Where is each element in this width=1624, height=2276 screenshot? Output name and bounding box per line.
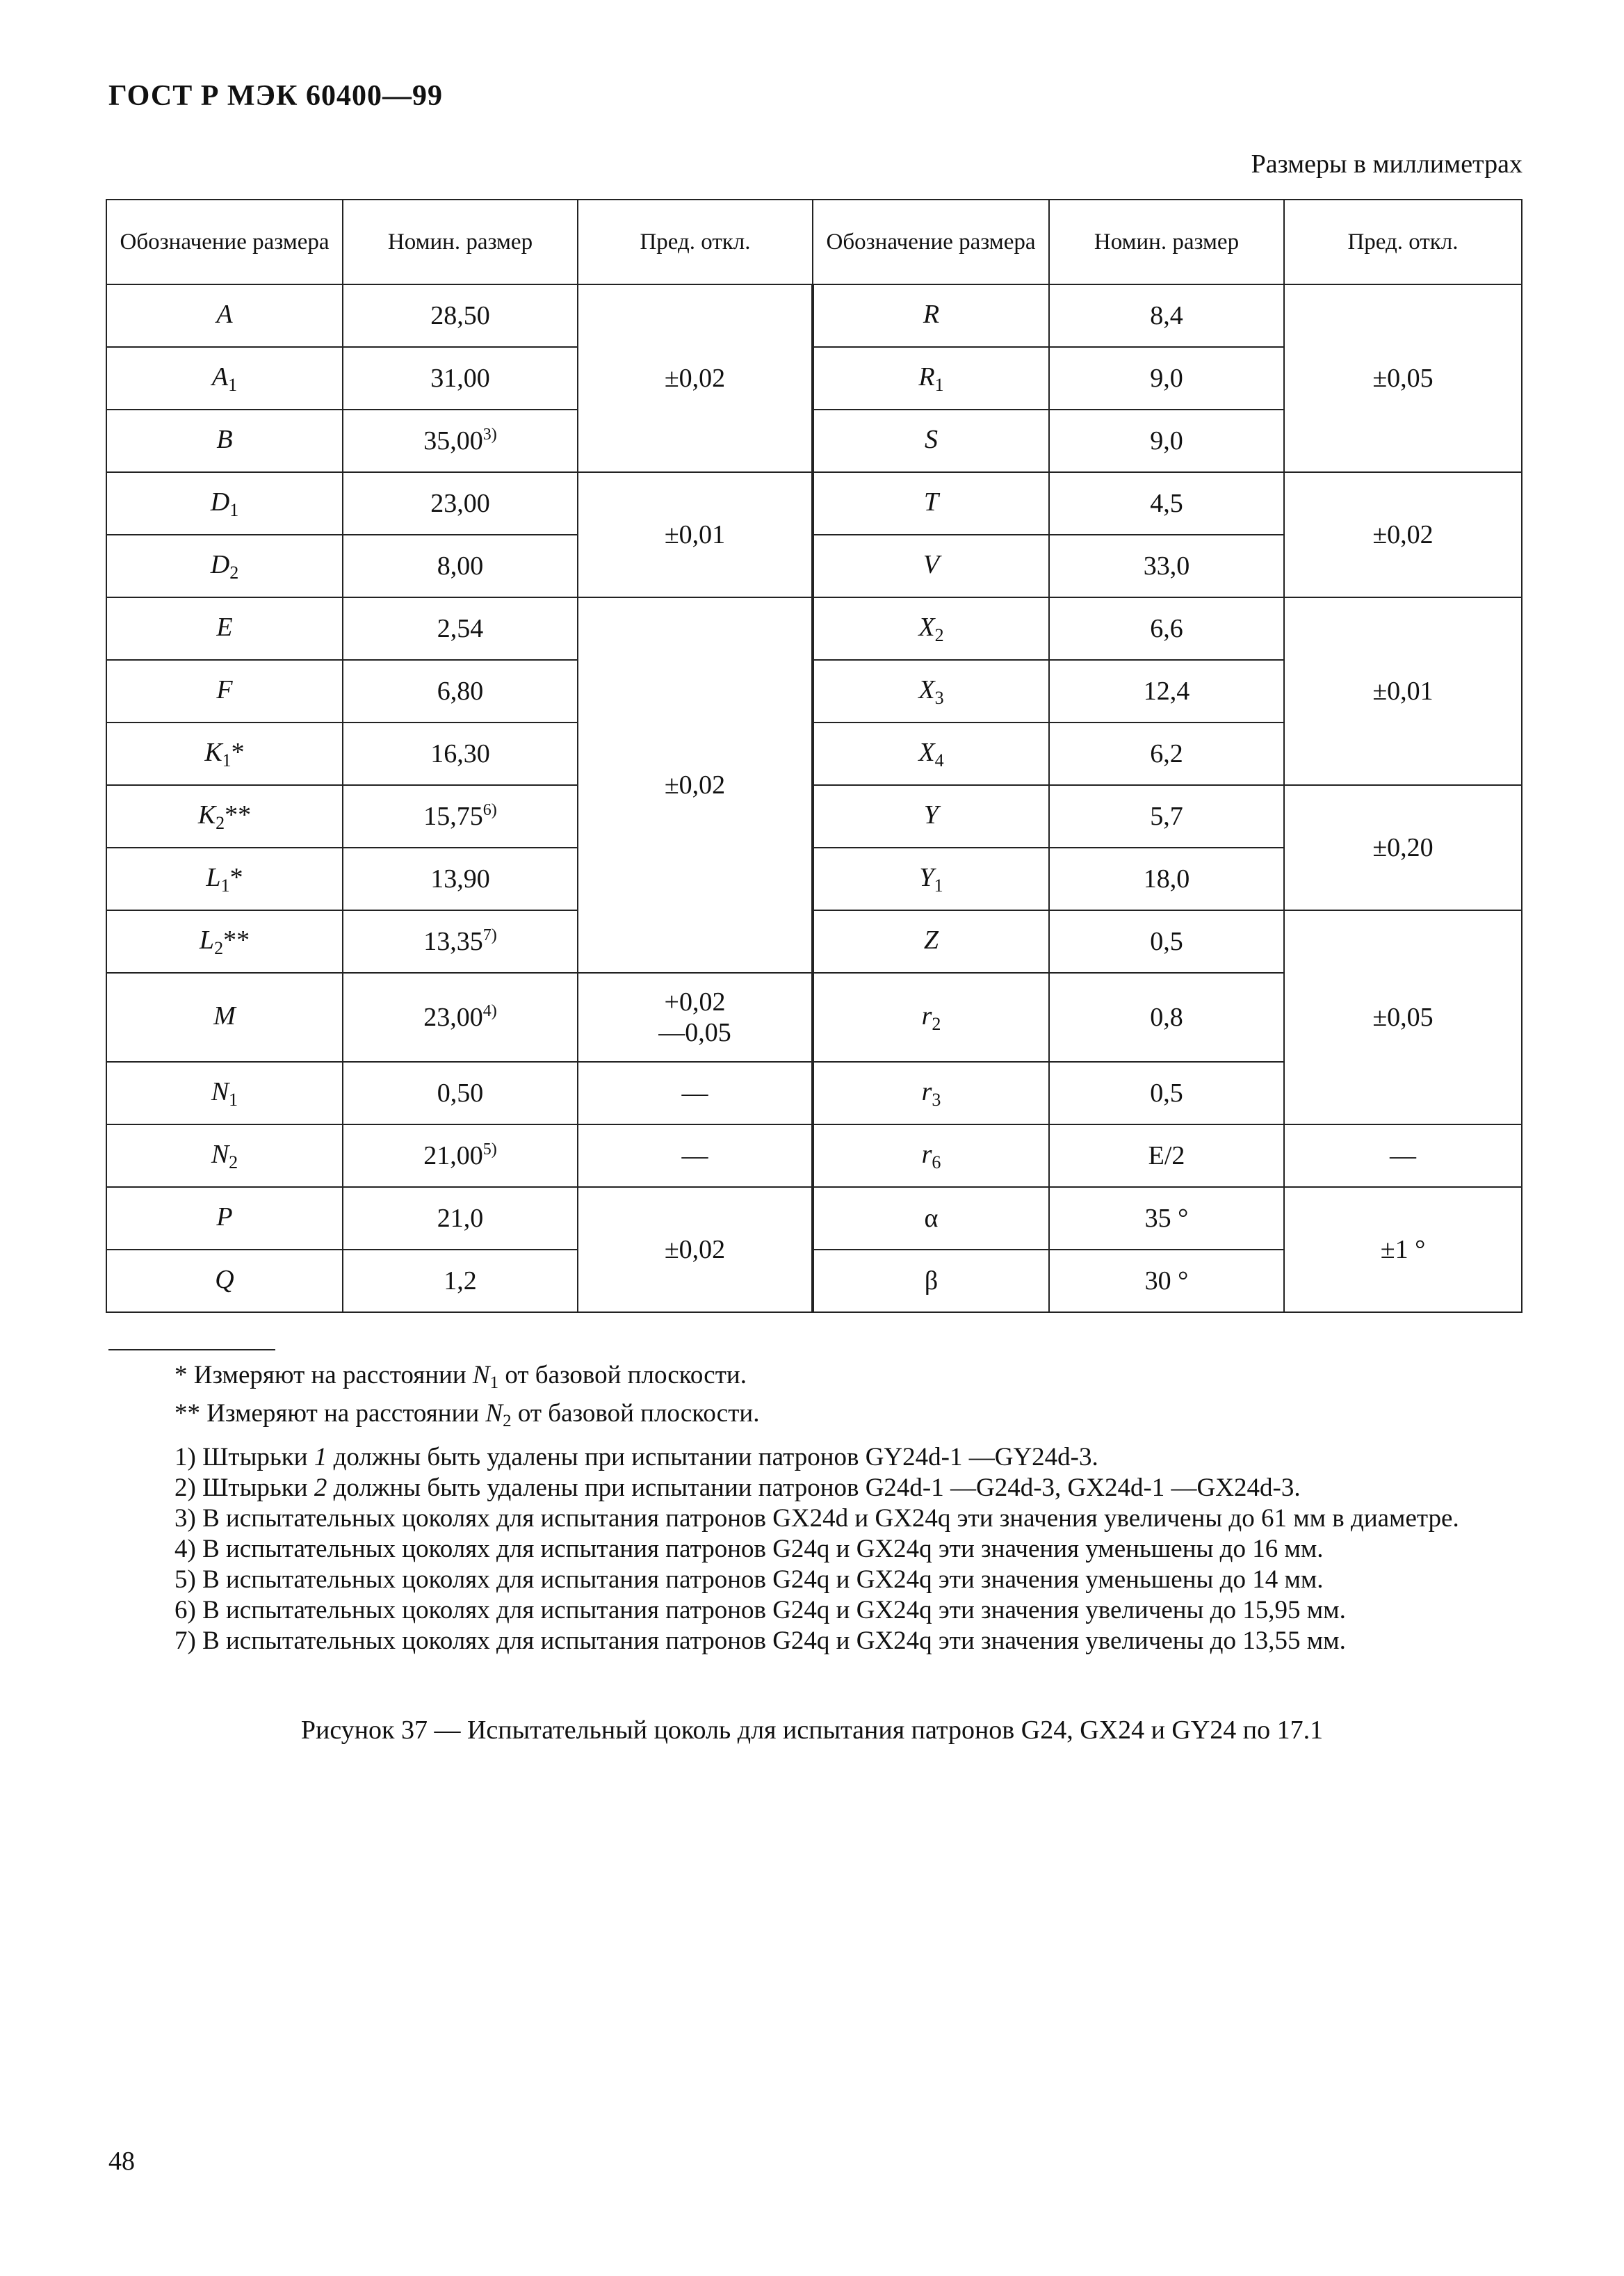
nominal-size: 6,2: [1049, 723, 1284, 785]
column-header: Номин. размер: [343, 200, 578, 284]
column-header: Обозначение размера: [813, 200, 1049, 284]
dimension-symbol: P: [106, 1187, 343, 1250]
dimension-symbol: $N_1$: [106, 1062, 343, 1124]
tolerance: ±0,01: [578, 472, 813, 597]
footnote-7: 7) В испытательных цоколях для испытания патронов G24q и GX24q эти значения увеличены до 13,55 мм.: [174, 1627, 1346, 1655]
nominal-size: 13,90: [343, 848, 578, 910]
dimension-symbol: $A_1$: [106, 347, 343, 410]
tolerance: [578, 973, 813, 1062]
nominal-size: 23,00: [343, 472, 578, 535]
nominal-size: E/2: [1049, 1124, 1284, 1187]
table-header-row: [106, 200, 1522, 284]
nominal-size: 1,2: [343, 1250, 578, 1312]
dimension-symbol: $X_3$: [813, 660, 1049, 723]
dimension-symbol: Z: [813, 910, 1049, 973]
table-row: [106, 1124, 1522, 1187]
nominal-size: 4,5: [1049, 472, 1284, 535]
nominal-size: 23,00$^{4)}$: [343, 973, 578, 1062]
dimension-symbol: $X_2$: [813, 597, 1049, 660]
dimension-symbol: $N_2$: [106, 1124, 343, 1187]
tolerance: ±0,01: [1284, 597, 1522, 785]
nominal-size: 6,80: [343, 660, 578, 723]
dimension-symbol: $r_2$: [813, 973, 1049, 1062]
dimension-symbol: B: [106, 410, 343, 472]
tolerance: ±0,20: [1284, 785, 1522, 910]
footnotes-asterisk: [108, 1360, 1521, 1437]
figure-caption: Рисунок 37 — Испытательный цоколь для испытания патронов G24, GX24 и GY24 по 17.1: [300, 1716, 1324, 1745]
tolerance: ±1 °: [1284, 1187, 1522, 1312]
nominal-size: 5,7: [1049, 785, 1284, 848]
nominal-size: 0,5: [1049, 1062, 1284, 1124]
nominal-size: 8,4: [1049, 284, 1284, 347]
dimension-symbol: $R_1$: [813, 347, 1049, 410]
nominal-size: 35 °: [1049, 1187, 1284, 1250]
page-title: ГОСТ Р МЭК 60400—99: [108, 80, 443, 112]
dimension-symbol: S: [813, 410, 1049, 472]
nominal-size: 16,30: [343, 723, 578, 785]
nominal-size: 9,0: [1049, 410, 1284, 472]
table-row: [106, 597, 1522, 660]
dimension-symbol: $r_3$: [813, 1062, 1049, 1124]
dimension-symbol: $K_1*$: [106, 723, 343, 785]
dimension-symbol: T: [813, 472, 1049, 535]
dimension-symbol: $L_2**$: [106, 910, 343, 973]
table-row: [106, 284, 1522, 347]
dimension-symbol: E: [106, 597, 343, 660]
nominal-size: 21,00$^{5)}$: [343, 1124, 578, 1187]
dimension-symbol: $Y_1$: [813, 848, 1049, 910]
tolerance: —: [578, 1062, 813, 1124]
tolerance-lower: —0,05: [658, 1018, 731, 1047]
tolerance: ±0,02: [1284, 472, 1522, 597]
dimension-symbol: V: [813, 535, 1049, 597]
footnote-1: 1) Штырьки 1 должны быть удалены при испытании патронов GY24d-1 —GY24d-3.: [174, 1443, 1098, 1471]
nominal-size: 35,00$^{3)}$: [343, 410, 578, 472]
nominal-size: 18,0: [1049, 848, 1284, 910]
table-row: [106, 472, 1522, 535]
footnote-rule: [108, 1349, 275, 1350]
dimension-symbol: $X_4$: [813, 723, 1049, 785]
dimension-symbol: $L_1*$: [106, 848, 343, 910]
nominal-size: 15,75$^{6)}$: [343, 785, 578, 848]
nominal-size: 30 °: [1049, 1250, 1284, 1312]
table-row: [106, 910, 1522, 973]
dimension-symbol: $K_2**$: [106, 785, 343, 848]
nominal-size: 31,00: [343, 347, 578, 410]
dimension-symbol: $D_2$: [106, 535, 343, 597]
dimensions-table: [106, 199, 1522, 1313]
footnote-4: 4) В испытательных цоколях для испытания патронов G24q и GX24q эти значения уменьшены до 16 мм.: [174, 1535, 1324, 1563]
tolerance: ±0,05: [1284, 910, 1522, 1124]
footnote-3: 3) В испытательных цоколях для испытания патронов GX24d и GX24q эти значения увеличены до 61 мм в диаметре.: [174, 1504, 1459, 1533]
dimension-symbol: $r_6$: [813, 1124, 1049, 1187]
dimension-symbol: Q: [106, 1250, 343, 1312]
nominal-size: 21,0: [343, 1187, 578, 1250]
footnotes-numbered: [108, 1442, 1521, 1656]
dimension-symbol: M: [106, 973, 343, 1062]
footnote-5: 5) В испытательных цоколях для испытания патронов G24q и GX24q эти значения уменьшены до 14 мм.: [174, 1565, 1324, 1594]
nominal-size: 9,0: [1049, 347, 1284, 410]
nominal-size: 13,35$^{7)}$: [343, 910, 578, 973]
footnote-6: 6) В испытательных цоколях для испытания патронов G24q и GX24q эти значения увеличены до 15,95 мм.: [174, 1596, 1346, 1624]
column-header: Номин. размер: [1049, 200, 1284, 284]
nominal-size: 0,5: [1049, 910, 1284, 973]
tolerance: ±0,02: [578, 1187, 813, 1312]
tolerance: ±0,02: [578, 284, 813, 472]
units-note: Размеры в миллиметрах: [1251, 150, 1522, 179]
table-row: [106, 785, 1522, 848]
dimension-symbol: $D_1$: [106, 472, 343, 535]
nominal-size: 0,8: [1049, 973, 1284, 1062]
nominal-size: 33,0: [1049, 535, 1284, 597]
tolerance: —: [578, 1124, 813, 1187]
footnote-star-2: ** Измеряют на расстоянии $N_2$ от базовой плоскости.: [174, 1399, 760, 1430]
nominal-size: 28,50: [343, 284, 578, 347]
dimension-symbol: A: [106, 284, 343, 347]
footnote-2: 2) Штырьки 2 должны быть удалены при испытании патронов G24d-1 —G24d-3, GX24d-1 —GX24d-3.: [174, 1474, 1301, 1502]
dimension-symbol: F: [106, 660, 343, 723]
nominal-size: 12,4: [1049, 660, 1284, 723]
nominal-size: 2,54: [343, 597, 578, 660]
table-row: [106, 1187, 1522, 1250]
dimension-symbol: α: [813, 1187, 1049, 1250]
column-header: Пред. откл.: [1284, 200, 1522, 284]
dimension-symbol: β: [813, 1250, 1049, 1312]
nominal-size: 6,6: [1049, 597, 1284, 660]
dimension-symbol: Y: [813, 785, 1049, 848]
tolerance: ±0,02: [578, 597, 813, 973]
nominal-size: 0,50: [343, 1062, 578, 1124]
tolerance-upper: +0,02: [664, 987, 726, 1017]
footnote-star-1: * Измеряют на расстоянии $N_1$ от базовой плоскости.: [174, 1361, 747, 1392]
column-header: Пред. откл.: [578, 200, 813, 284]
tolerance: ±0,05: [1284, 284, 1522, 472]
dimension-symbol: R: [813, 284, 1049, 347]
nominal-size: 8,00: [343, 535, 578, 597]
tolerance: —: [1284, 1124, 1522, 1187]
column-header: Обозначение размера: [106, 200, 343, 284]
page-number: 48: [108, 2147, 135, 2176]
